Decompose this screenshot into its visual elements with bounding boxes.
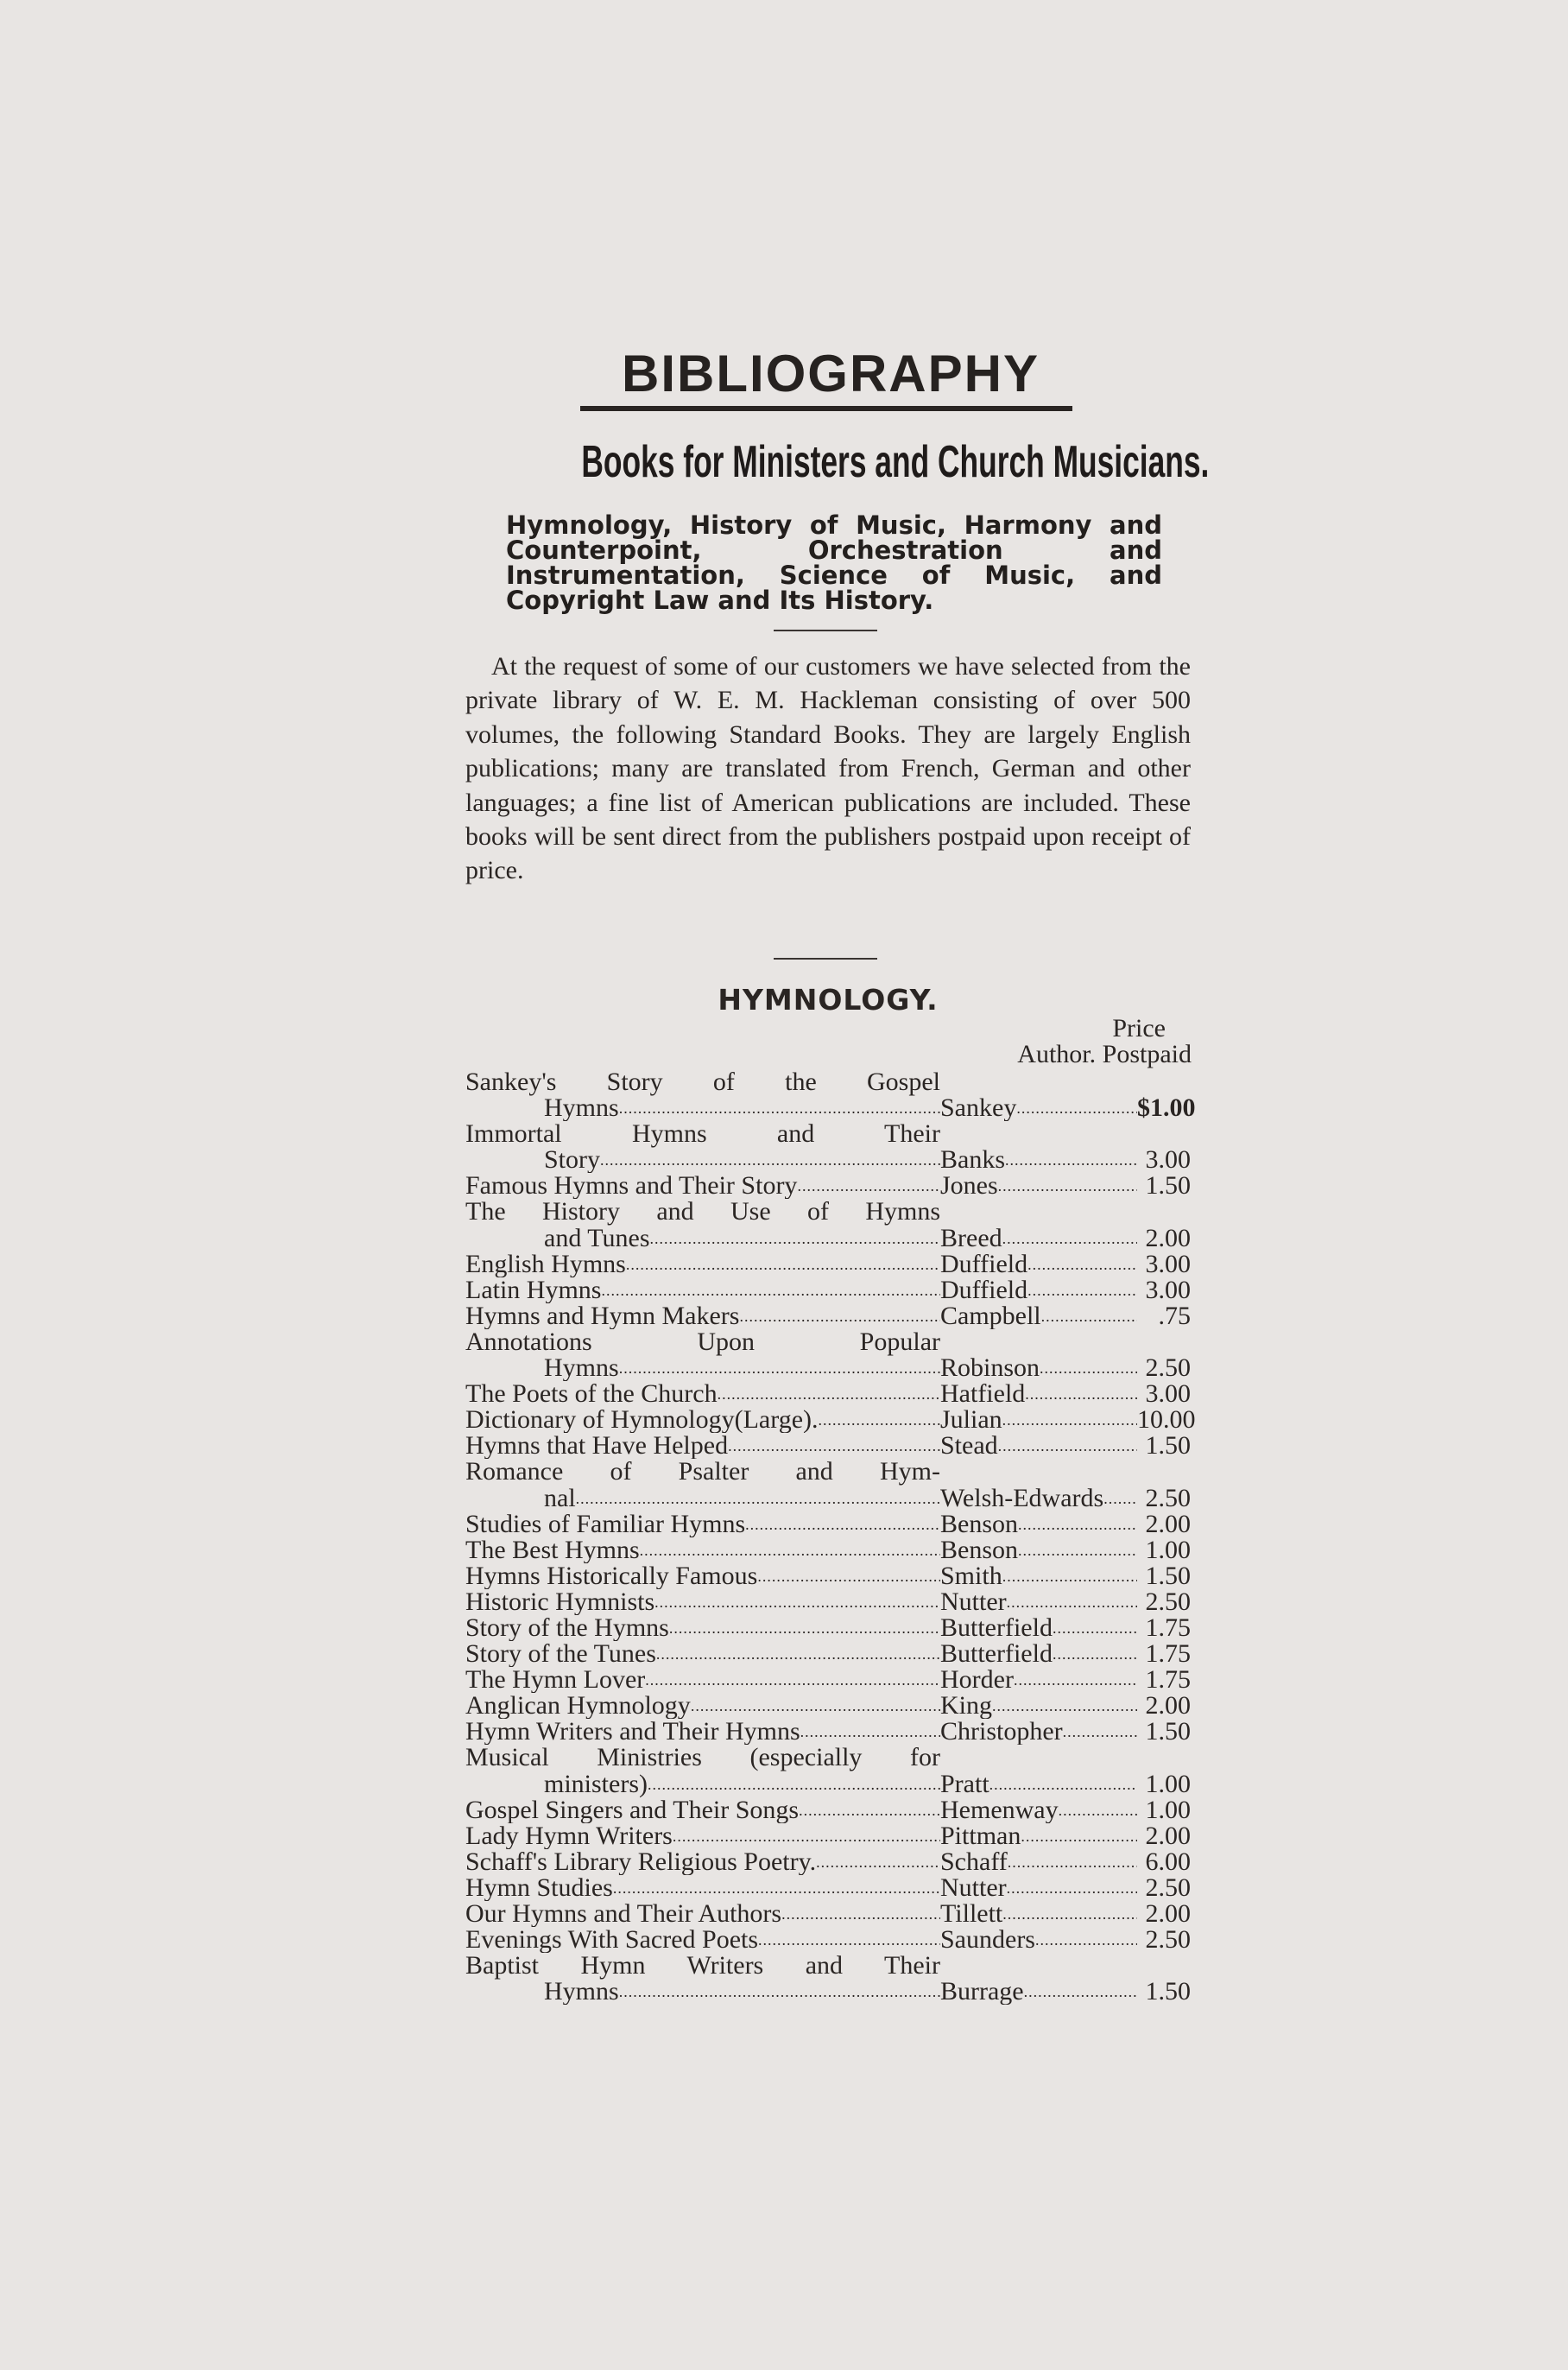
- book-title-text: Studies of Familiar Hymns: [465, 1511, 746, 1537]
- book-price: 1.50: [1145, 1431, 1191, 1461]
- book-entry: [465, 1405, 1196, 1435]
- author-text: Campbell: [940, 1302, 1041, 1329]
- book-row: [465, 1483, 1191, 1512]
- author-text: Hemenway: [940, 1797, 1059, 1823]
- author-text: Robinson: [940, 1355, 1040, 1382]
- book-author: [940, 1355, 1137, 1381]
- book-title: [465, 1511, 940, 1537]
- book-price: 1.75: [1145, 1613, 1191, 1642]
- book-author: [940, 1979, 1137, 2005]
- book-entry: [465, 1901, 1191, 1927]
- book-price: 1.00: [1145, 1795, 1191, 1824]
- dot-leader: [1027, 1252, 1137, 1277]
- book-title-text: nal: [544, 1485, 576, 1511]
- book-author: [940, 1511, 1137, 1537]
- book-price: 3.00: [1145, 1145, 1191, 1175]
- book-author: [940, 1589, 1137, 1615]
- book-author: [940, 1095, 1137, 1121]
- book-title: [465, 1095, 940, 1121]
- book-entry: [465, 1303, 1191, 1329]
- book-row: [465, 1979, 1191, 2005]
- book-entry: [465, 1589, 1191, 1615]
- book-author: [940, 1667, 1137, 1693]
- dot-leader: [656, 1641, 940, 1667]
- dot-leader: [718, 1381, 940, 1407]
- dot-leader: [1053, 1641, 1137, 1667]
- dot-leader: [819, 1407, 940, 1433]
- dot-leader: [1059, 1797, 1137, 1823]
- dot-leader: [1053, 1615, 1137, 1641]
- book-row: [465, 1381, 1191, 1407]
- book-price: 2.50: [1145, 1873, 1191, 1902]
- book-row: [465, 1797, 1191, 1823]
- dot-leader: [797, 1173, 940, 1199]
- dot-leader: [1041, 1303, 1137, 1329]
- book-title: [465, 1979, 940, 2005]
- dot-leader: [1018, 1537, 1137, 1563]
- dot-leader: [1007, 1875, 1137, 1901]
- col-postpaid: Postpaid: [1102, 1040, 1192, 1068]
- author-text: Benson: [940, 1537, 1018, 1563]
- book-author: [940, 1303, 1137, 1329]
- book-entry: [465, 1641, 1191, 1667]
- book-title-text: The Hymn Lover: [465, 1667, 646, 1694]
- book-row: [465, 1223, 1191, 1252]
- dot-leader: [1002, 1226, 1137, 1252]
- book-title-text: The Best Hymns: [465, 1537, 640, 1563]
- book-author: [940, 1252, 1137, 1277]
- book-entry: [465, 1719, 1191, 1745]
- book-row: [465, 1823, 1191, 1849]
- dot-leader: [1002, 1563, 1137, 1589]
- book-author: [940, 1173, 1137, 1199]
- book-list: [465, 1068, 1196, 2006]
- author-text: Sankey: [940, 1095, 1017, 1122]
- book-title-text: ministers): [544, 1771, 648, 1797]
- dot-leader: [992, 1693, 1137, 1719]
- dot-leader: [1027, 1277, 1137, 1303]
- book-author: [940, 1226, 1137, 1252]
- book-title: [465, 1355, 940, 1381]
- author-text: Horder: [940, 1667, 1014, 1694]
- dot-leader: [645, 1667, 940, 1693]
- book-row: [465, 1875, 1191, 1901]
- book-title: [465, 1719, 940, 1745]
- dot-leader: [640, 1537, 940, 1563]
- book-price: 3.00: [1145, 1379, 1191, 1409]
- book-title-text: Dictionary of Hymnology(Large).: [465, 1407, 819, 1434]
- dot-leader: [1007, 1589, 1137, 1615]
- book-entry: [465, 1563, 1191, 1589]
- book-author: [940, 1823, 1137, 1849]
- author-text: Stead: [940, 1433, 998, 1460]
- book-entry: [465, 1173, 1191, 1199]
- dot-leader: [1063, 1719, 1137, 1745]
- book-price: 2.00: [1145, 1509, 1191, 1538]
- dot-leader: [758, 1927, 940, 1953]
- book-row: [465, 1719, 1191, 1745]
- book-author: [940, 1875, 1137, 1901]
- book-author: [940, 1797, 1137, 1823]
- book-title: [465, 1226, 940, 1252]
- book-row: [465, 1563, 1191, 1589]
- book-author: [940, 1771, 1137, 1797]
- book-title: [465, 1303, 940, 1329]
- book-title: [465, 1901, 940, 1927]
- intro-paragraph: At the request of some of our customers we have selected from the private library of W. E. M. Hackleman consisting of over 500 volumes, the following Standard Books. They are largely English publications; many are translated from French, German and other languages; a fine list of American publications are included. These books will be sent direct from the publishers postpaid upon receipt of price.: [465, 652, 1191, 885]
- book-author: [940, 1147, 1137, 1173]
- book-row: [465, 1173, 1191, 1199]
- book-title: [465, 1537, 940, 1563]
- book-title: [465, 1381, 940, 1407]
- column-headers: [933, 1016, 1192, 1068]
- book-price: 1.50: [1145, 1977, 1191, 2006]
- page-title: BIBLIOGRAPHY: [621, 345, 1040, 402]
- book-price: 2.50: [1145, 1925, 1191, 1955]
- book-entry: [465, 1121, 1191, 1173]
- book-price: 6.00: [1145, 1847, 1191, 1876]
- book-title-text: Anglican Hymnology: [465, 1693, 691, 1720]
- book-title-text: Schaff's Library Religious Poetry.: [465, 1848, 817, 1875]
- dot-leader: [816, 1849, 940, 1875]
- book-row: [465, 1147, 1191, 1173]
- book-entry: [465, 1693, 1191, 1719]
- book-title-text: Lady Hymn Writers: [465, 1822, 673, 1849]
- dot-leader: [745, 1511, 940, 1537]
- book-entry: [465, 1927, 1191, 1953]
- book-price: 2.50: [1145, 1483, 1191, 1512]
- book-title: [465, 1615, 940, 1641]
- book-title-text: Famous Hymns and Their Story: [465, 1173, 798, 1200]
- dot-leader: [654, 1589, 940, 1615]
- book-title-line: Sankey's Story of the Gospel: [465, 1068, 940, 1096]
- book-title-text: Hymns: [544, 1095, 619, 1122]
- book-title-line: Annotations Upon Popular: [465, 1327, 940, 1356]
- book-author: [940, 1901, 1137, 1927]
- book-title-text: Our Hymns and Their Authors: [465, 1901, 782, 1928]
- dot-leader: [757, 1563, 940, 1589]
- dot-leader: [600, 1147, 940, 1173]
- dot-leader: [998, 1433, 1137, 1459]
- book-title: [465, 1641, 940, 1667]
- book-title-text: Story of the Tunes: [465, 1641, 656, 1668]
- dot-leader: [619, 1095, 940, 1121]
- book-price: $1.00: [1137, 1093, 1196, 1123]
- book-title-text: Hymns: [544, 1979, 619, 2006]
- book-entry: [465, 1068, 1196, 1123]
- col-author: Author.: [1017, 1040, 1097, 1068]
- book-price: 1.75: [1145, 1639, 1191, 1669]
- book-entry: [465, 1667, 1191, 1693]
- book-author: [940, 1407, 1137, 1433]
- book-entry: [465, 1875, 1191, 1901]
- book-price: 1.50: [1145, 1171, 1191, 1201]
- book-row: [465, 1849, 1191, 1875]
- book-title-text: English Hymns: [465, 1251, 626, 1277]
- book-title-text: Evenings With Sacred Poets: [465, 1927, 759, 1954]
- book-row: [465, 1249, 1191, 1278]
- dot-leader: [650, 1226, 940, 1252]
- author-text: Butterfield: [940, 1614, 1053, 1642]
- dot-leader: [1025, 1381, 1137, 1407]
- dot-leader: [1008, 1849, 1137, 1875]
- book-author: [940, 1537, 1137, 1563]
- book-price: 2.00: [1145, 1223, 1191, 1252]
- divider: [774, 630, 877, 631]
- book-author: [940, 1641, 1137, 1667]
- book-title-line: Musical Ministries (especially for: [465, 1743, 940, 1772]
- book-row: [465, 1093, 1196, 1123]
- book-row: [465, 1511, 1191, 1537]
- book-row: [465, 1771, 1191, 1797]
- book-author: [940, 1563, 1137, 1589]
- section-heading: HYMNOLOGY.: [718, 983, 939, 1017]
- dot-leader: [673, 1823, 940, 1849]
- book-price: .75: [1158, 1301, 1191, 1330]
- book-title-line: Baptist Hymn Writers and Their: [465, 1951, 940, 1980]
- book-entry: [465, 1849, 1191, 1875]
- book-price: 10.00: [1137, 1405, 1196, 1435]
- author-text: Nutter: [940, 1874, 1007, 1901]
- book-price: 2.00: [1145, 1821, 1191, 1850]
- author-text: Duffield: [940, 1251, 1028, 1277]
- book-row: [465, 1355, 1191, 1381]
- book-entry: [465, 1745, 1191, 1797]
- book-row: [465, 1537, 1191, 1563]
- book-title: [465, 1486, 940, 1511]
- author-text: Benson: [940, 1511, 1018, 1537]
- author-text: Butterfield: [940, 1641, 1053, 1668]
- book-title-text: Hymn Writers and Their Hymns: [465, 1719, 800, 1746]
- book-entry: [465, 1199, 1191, 1251]
- book-entry: [465, 1537, 1191, 1563]
- book-author: [940, 1486, 1137, 1511]
- dot-leader: [619, 1979, 940, 2005]
- book-title-text: and Tunes: [544, 1225, 650, 1252]
- book-entry: [465, 1511, 1191, 1537]
- dot-leader: [619, 1355, 940, 1381]
- book-title: [465, 1797, 940, 1823]
- dot-leader: [1002, 1901, 1137, 1927]
- book-author: [940, 1693, 1137, 1719]
- book-price: 3.00: [1145, 1275, 1191, 1304]
- book-title: [465, 1927, 940, 1953]
- book-title: [465, 1147, 940, 1173]
- book-price: 1.75: [1145, 1665, 1191, 1695]
- dot-leader: [781, 1901, 940, 1927]
- author-text: Pratt: [940, 1771, 989, 1797]
- book-title-text: Latin Hymns: [465, 1277, 602, 1303]
- book-author: [940, 1615, 1137, 1641]
- book-row: [465, 1667, 1191, 1693]
- book-price: 2.50: [1145, 1587, 1191, 1616]
- book-title: [465, 1589, 940, 1615]
- book-title-text: Story of the Hymns: [465, 1614, 669, 1642]
- book-author: [940, 1433, 1137, 1459]
- dot-leader: [1014, 1667, 1137, 1693]
- book-price: 2.00: [1145, 1691, 1191, 1720]
- topics-list: Hymnology, History of Music, Harmony and Counterpoint, Orchestration and Instrumentation, Science of Music, and Copyright Law and Its History.: [506, 510, 1162, 615]
- book-title: [465, 1849, 940, 1875]
- book-row: [465, 1277, 1191, 1303]
- dot-leader: [1035, 1927, 1137, 1953]
- book-author: [940, 1277, 1137, 1303]
- book-row: [465, 1303, 1191, 1329]
- book-price: 3.00: [1145, 1249, 1191, 1278]
- dot-leader: [799, 1797, 940, 1823]
- book-row: [465, 1589, 1191, 1615]
- book-price: 1.50: [1145, 1717, 1191, 1746]
- book-row: [465, 1615, 1191, 1641]
- dot-leader: [1103, 1486, 1137, 1511]
- title-underline: [580, 406, 1072, 411]
- book-row: [465, 1641, 1191, 1667]
- dot-leader: [613, 1875, 940, 1901]
- author-text: Burrage: [940, 1979, 1024, 2006]
- author-text: Duffield: [940, 1277, 1028, 1303]
- book-price: 1.50: [1145, 1561, 1191, 1590]
- author-text: King: [940, 1693, 992, 1720]
- book-row: [465, 1693, 1191, 1719]
- dot-leader: [648, 1771, 940, 1797]
- dot-leader: [1021, 1823, 1137, 1849]
- book-title-text: Hymns: [544, 1355, 619, 1382]
- book-price: 1.00: [1145, 1769, 1191, 1798]
- book-title: [465, 1407, 940, 1433]
- dot-leader: [691, 1693, 940, 1719]
- col-author-postpaid: [933, 1042, 1192, 1068]
- book-row: [465, 1927, 1191, 1953]
- book-title-line: Romance of Psalter and Hym-: [465, 1457, 940, 1486]
- book-title: [465, 1563, 940, 1589]
- book-title: [465, 1433, 940, 1459]
- author-text: Hatfield: [940, 1381, 1026, 1408]
- author-text: Nutter: [940, 1588, 1007, 1615]
- author-text: Julian: [940, 1407, 1002, 1434]
- book-title-text: Hymns that Have Helped: [465, 1433, 729, 1460]
- book-price: 2.50: [1145, 1353, 1191, 1383]
- book-title: [465, 1277, 940, 1303]
- book-entry: [465, 1823, 1191, 1849]
- author-text: Tillett: [940, 1901, 1003, 1928]
- book-entry: [465, 1615, 1191, 1641]
- book-title: [465, 1667, 940, 1693]
- book-entry: [465, 1459, 1191, 1511]
- author-text: Christopher: [940, 1719, 1063, 1746]
- col-price: Price: [1112, 1014, 1166, 1042]
- book-entry: [465, 1249, 1191, 1278]
- book-price: 2.00: [1145, 1899, 1191, 1928]
- book-title-text: Hymns and Hymn Makers: [465, 1302, 740, 1329]
- book-author: [940, 1849, 1137, 1875]
- dot-leader: [800, 1719, 940, 1745]
- dot-leader: [576, 1486, 940, 1511]
- dot-leader: [728, 1433, 940, 1459]
- author-text: Smith: [940, 1562, 1002, 1589]
- author-text: Pittman: [940, 1822, 1021, 1849]
- dot-leader: [1002, 1407, 1137, 1433]
- book-entry: [465, 1329, 1191, 1381]
- book-title: [465, 1252, 940, 1277]
- book-title: [465, 1771, 940, 1797]
- dot-leader: [669, 1615, 940, 1641]
- book-entry: [465, 1797, 1191, 1823]
- book-title: [465, 1823, 940, 1849]
- book-entry: [465, 1277, 1191, 1303]
- dot-leader: [602, 1277, 941, 1303]
- dot-leader: [1024, 1979, 1137, 2005]
- dot-leader: [989, 1771, 1137, 1797]
- author-text: Saunders: [940, 1927, 1035, 1954]
- author-text: Breed: [940, 1225, 1002, 1252]
- book-entry: [465, 1433, 1191, 1459]
- author-text: Schaff: [940, 1848, 1008, 1875]
- book-title-text: Hymn Studies: [465, 1874, 613, 1901]
- dot-leader: [1005, 1147, 1137, 1173]
- book-title-line: The History and Use of Hymns: [465, 1197, 940, 1226]
- dot-leader: [1040, 1355, 1137, 1381]
- book-row: [465, 1433, 1191, 1459]
- book-row: [465, 1901, 1191, 1927]
- dot-leader: [739, 1303, 940, 1329]
- book-entry: [465, 1953, 1191, 2005]
- book-price: 1.00: [1145, 1535, 1191, 1564]
- author-text: Banks: [940, 1147, 1005, 1174]
- book-title: [465, 1173, 940, 1199]
- book-row: [465, 1405, 1196, 1435]
- book-author: [940, 1927, 1137, 1953]
- book-title-text: Hymns Historically Famous: [465, 1562, 758, 1589]
- book-title: [465, 1875, 940, 1901]
- book-entry: [465, 1381, 1191, 1407]
- book-title-text: The Poets of the Church: [465, 1381, 718, 1408]
- book-author: [940, 1719, 1137, 1745]
- book-author: [940, 1381, 1137, 1407]
- book-title-text: Story: [544, 1147, 601, 1174]
- book-title-line: Immortal Hymns and Their: [465, 1119, 940, 1149]
- subtitle: Books for Ministers and Church Musicians.: [581, 437, 1210, 487]
- author-text: Jones: [940, 1173, 998, 1200]
- book-title-text: Historic Hymnists: [465, 1588, 655, 1615]
- dot-leader: [1016, 1095, 1137, 1121]
- dot-leader: [1018, 1511, 1137, 1537]
- book-title: [465, 1693, 940, 1719]
- divider: [774, 958, 877, 960]
- book-title-text: Gospel Singers and Their Songs: [465, 1797, 800, 1823]
- dot-leader: [998, 1173, 1137, 1199]
- dot-leader: [626, 1252, 940, 1277]
- author-text: Welsh-Edwards: [940, 1485, 1104, 1511]
